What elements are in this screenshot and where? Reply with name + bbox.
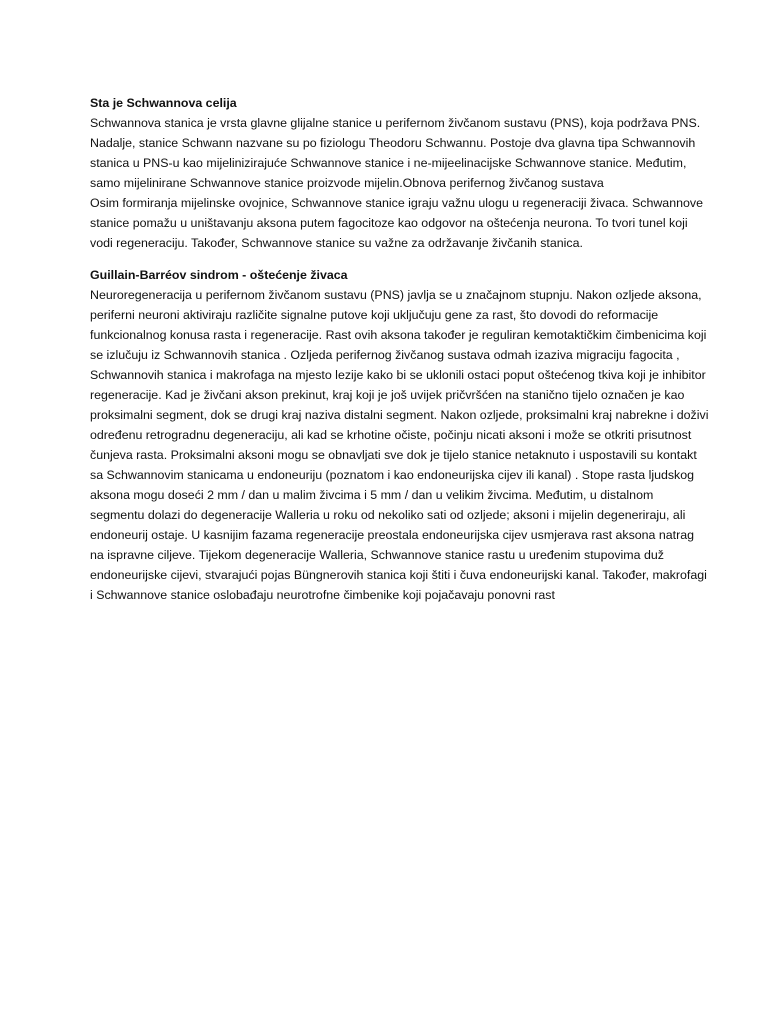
section-schwann-cell bbox=[90, 93, 710, 253]
document-page bbox=[90, 93, 710, 605]
paragraph: Schwannova stanica je vrsta glavne glijalne stanice u perifernom živčanom sustavu (PNS), koja podržava PNS. Nadalje, stanice Schwann nazvane su po fiziologu Theodoru Schwannu. Postoje dva glavna tipa Schwannovih stanica u PNS-u kao mijelinizirajuće Schwannove stanice i ne-mijeelinacijske Schwannove stanice. Međutim, samo mijelinirane Schwannove stanice proizvode mijelin.Obnova perifernog živčanog sustava bbox=[90, 116, 701, 190]
section-heading: Sta je Schwannova celija bbox=[90, 96, 237, 110]
section-guillain-barre bbox=[90, 265, 710, 605]
paragraph: Osim formiranja mijelinske ovojnice, Schwannove stanice igraju važnu ulogu u regeneraciji živaca. Schwannove stanice pomažu u uništavanju aksona putem fagocitoze kao odgovor na oštećenja neurona. To tvori tunel koji vodi regeneraciju. Također, Schwannove stanice su važne za održavanje živčanih stanica. bbox=[90, 196, 703, 250]
paragraph: Neuroregeneracija u perifernom živčanom sustavu (PNS) javlja se u značajnom stupnju. Nakon ozljede aksona, periferni neuroni aktiviraju različite signalne putove koji uključuju gene za rast, što dovodi do reformacije funkcionalnog konusa rasta i regeneracije. Rast ovih aksona također je reguliran kemotaktičkim čimbenicima koji se izlučuju iz Schwannovih stanica . Ozljeda perifernog živčanog sustava odmah izaziva migraciju fagocita , Schwannovih stanica i makrofaga na mjesto lezije kako bi se uklonili ostaci poput oštećenog tkiva koji je inhibitor regeneracije. Kad je živčani akson prekinut, kraj koji je još uvijek pričvršćen na stanično tijelo označen je kao proksimalni segment, dok se drugi kraj naziva distalni segment. Nakon ozljede, proksimalni kraj nabrekne i doživi određenu retrogradnu degeneraciju, ali kad se krhotine očiste, počinju nicati aksoni i može se otkriti prisutnost čunjeva rasta. Proksimalni aksoni mogu se obnavljati sve dok je tijelo stanice netaknuto i uspostavili su kontakt sa Schwannovim stanicama u endoneuriju (poznatom i kao endoneurijska cijev ili kanal) . Stope rasta ljudskog aksona mogu doseći 2 mm / dan u malim živcima i 5 mm / dan u velikim živcima. Međutim, u distalnom segmentu dolazi do degeneracije Walleria u roku od nekoliko sati od ozljede; aksoni i mijelin degeneriraju, ali endoneurij ostaje. U kasnijim fazama regeneracije preostala endoneurijska cijev usmjerava rast aksona natrag na ispravne ciljeve. Tijekom degeneracije Walleria, Schwannove stanice rastu u uređenim stupovima duž endoneurijske cijevi, stvarajući pojas Büngnerovih stanica koji štiti i čuva endoneurijski kanal. Također, makrofagi i Schwannove stanice oslobađaju neurotrofne čimbenike koji pojačavaju ponovni rast bbox=[90, 288, 709, 602]
section-heading: Guillain-Barréov sindrom - oštećenje živaca bbox=[90, 268, 348, 282]
